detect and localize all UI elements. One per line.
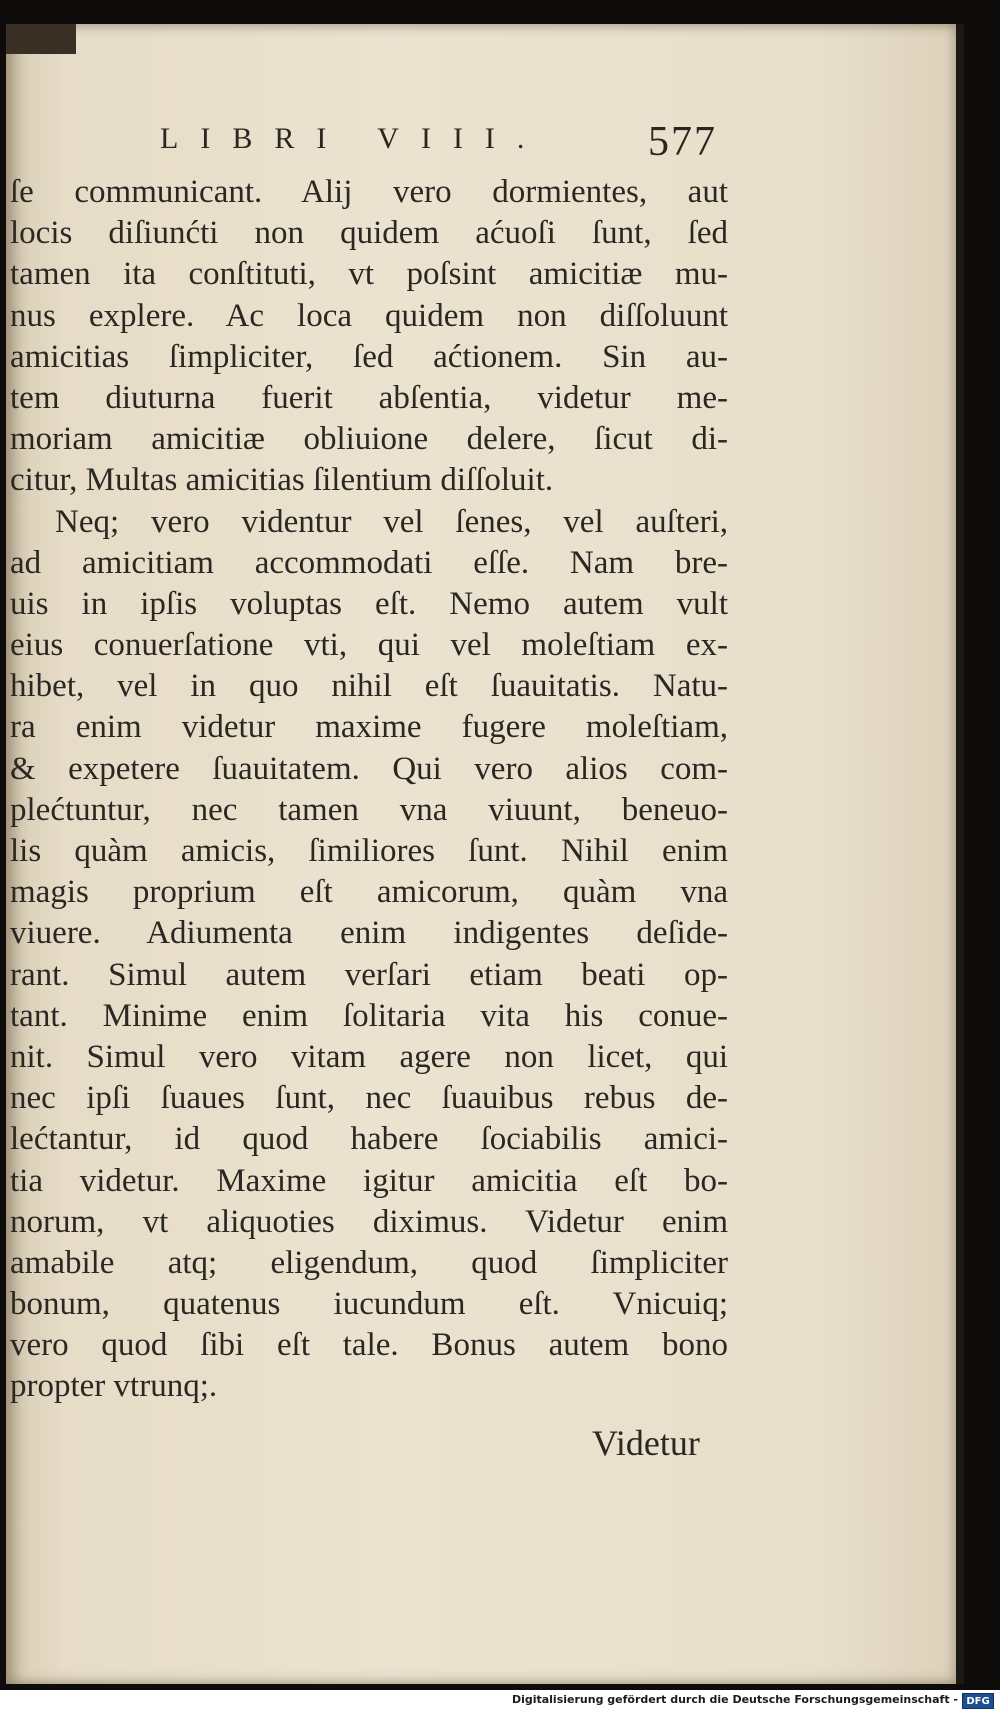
text-line: norum, vt aliquoties diximus. Videtur enim [10,1203,728,1240]
text-line: locis diſiunćti non quidem aćuoſi ſunt, ſed [10,215,728,252]
text-line: vero quod ſibi eſt tale. Bonus autem bono [10,1327,728,1364]
text-line: lećtantur, id quod habere ſociabilis amici- [10,1121,728,1158]
text-line: ſe communicant. Alij vero dormientes, aut [10,174,728,210]
text-line: bonum, quatenus iucundum eſt. Vnicuiq; [10,1286,728,1323]
text-line: amicitias ſimpliciter, ſed aćtionem. Sin au- [10,338,728,375]
text-line: propter vtrunq;. [10,1368,218,1405]
text-line: eius conuerſatione vti, qui vel moleſtiam ex- [10,627,728,664]
dfg-logo[interactable]: DFG [962,1693,994,1709]
text-line: nec ipſi ſuaues ſunt, nec ſuauibus rebus de- [10,1080,728,1117]
text-line: citur, Multas amicitias ſilentium diſſoluit. [10,462,554,499]
text-line: moriam amicitiæ obliuione delere, ſicut di- [10,421,728,458]
binding-corner [6,24,76,54]
text-line: viuere. Adiumenta enim indigentes deſide- [10,915,728,952]
text-line: nit. Simul vero vitam agere non licet, qui [10,1038,728,1075]
text-line: uis in ipſis voluptas eſt. Nemo autem vult [10,585,728,622]
funding-credit: Digitalisierung gefördert durch die Deutsche Forschungsgemeinschaft - [511,1693,958,1706]
text-line: tia videtur. Maxime igitur amicitia eſt bo- [10,1162,728,1199]
text-line: magis proprium eſt amicorum, quàm vna [10,874,728,911]
text-line: rant. Simul autem verſari etiam beati op- [10,956,728,993]
text-line: tem diuturna fuerit abſentia, videtur me- [10,379,728,416]
text-line: nus explere. Ac loca quidem non diſſoluunt [10,297,728,334]
catchword: Videtur [592,1423,700,1463]
page-edge [956,24,964,1684]
text-line: hibet, vel in quo nihil eſt ſuauitatis. Natu- [10,668,728,705]
text-line: Neq; vero videntur vel ſenes, vel auſteri, [55,503,728,540]
body-text [10,172,728,1408]
text-line: amabile atq; eligendum, quod ſimpliciter [10,1244,728,1281]
text-line: tamen ita conſtituti, vt poſsint amicitiæ mu- [10,256,728,293]
running-head: LIBRI VIII. [160,122,547,155]
text-line: ra enim videtur maxime fugere moleſtiam, [10,709,728,746]
text-line: tant. Minime enim ſolitaria vita his conue- [10,997,728,1034]
text-line: ad amicitiam accommodati eſſe. Nam bre- [10,544,728,581]
page-number: 577 [648,119,717,165]
text-line: & expetere ſuauitatem. Qui vero alios com- [10,750,728,787]
text-line: lis quàm amicis, ſimiliores ſunt. Nihil enim [10,833,728,869]
text-line: plećtuntur, nec tamen vna viuunt, beneuo- [10,791,728,828]
footer-bar [0,1690,1000,1715]
